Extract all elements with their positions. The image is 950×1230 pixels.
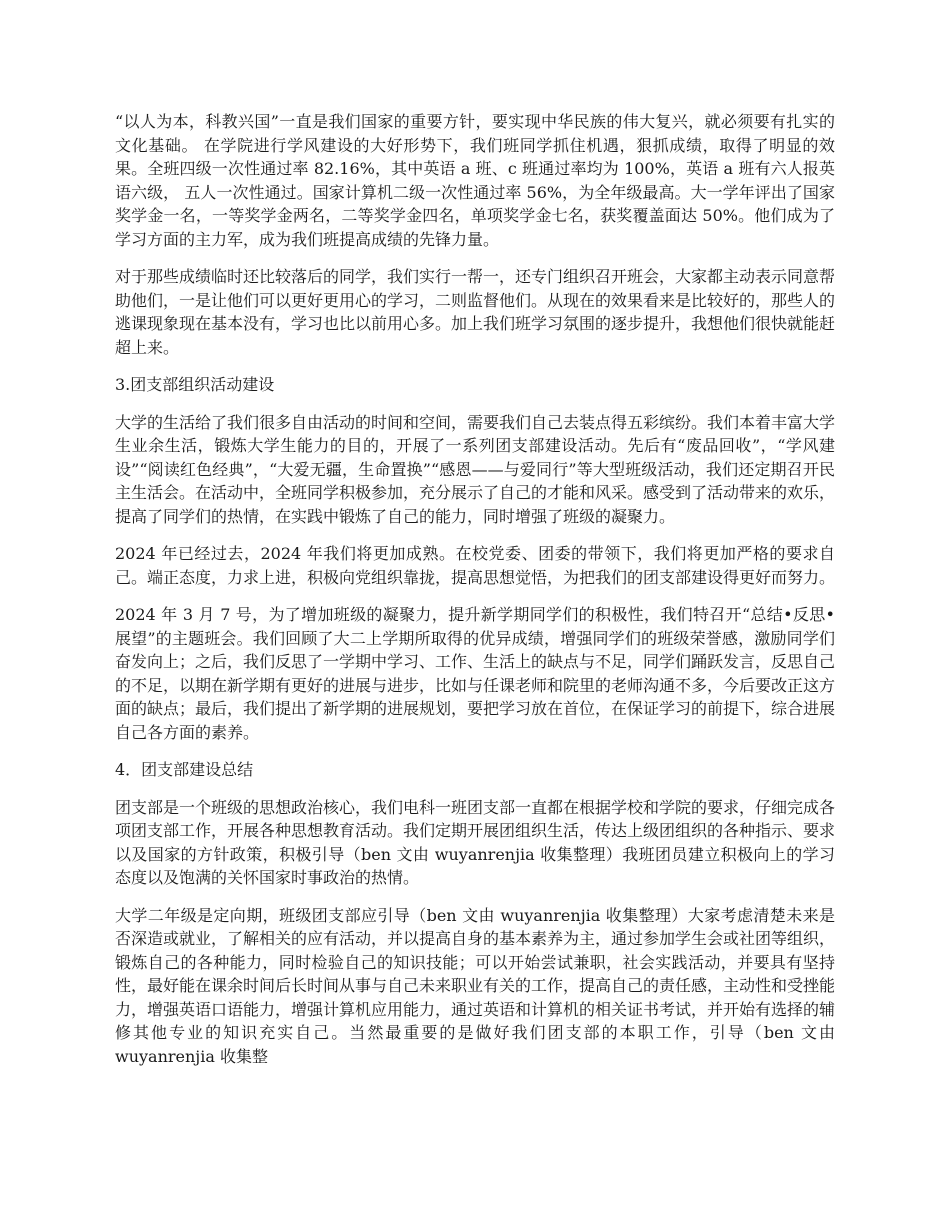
paragraph-peer-support: 对于那些成绩临时还比较落后的同学，我们实行一帮一，还专门组织召开班会，大家都主动表示同意帮助他们，一是让他们可以更好更用心的学习，二则监督他们。从现在的效果看来是比较好的，那些人的逃课现象现在基本没有，学习也比以前用心多。加上我们班学习氛围的逐步提升，我想他们很快就能赶超上来。 [115, 267, 836, 357]
paragraph-second-year: 大学二年级是定向期，班级团支部应引导（ben 文由 wuyanrenjia 收集整理）大家考虑清楚未来是否深造或就业，了解相关的应有活动，并以提高自身的基本素养为主，通过参加学生会或社团等组织，锻炼自己的各种能力，同时检验自己的知识技能；可以开始尝试兼职，社会实践活动，并要具有坚持性，最好能在课余时间后长时间从事与自己未来职业有关的工作，提高自己的责任感，主动性和受挫能力，增强英语口语能力，增强计算机应用能力，通过英语和计算机的相关证书考试，并开始有选择的辅修其他专业的知识充实自己。当然最重要的是做好我们团支部的本职工作，引导（ben 文由 wuyanrenjia 收集整 [115, 905, 836, 1066]
paragraph-new-year: 2024 年已经过去，2024 年我们将更加成熟。在校党委、团委的带领下，我们将更加严格的要求自己。端正态度，力求上进，积极向党组织靠拢，提高思想觉悟，为把我们的团支部建设得更好而努力。 [115, 544, 836, 587]
section-heading-summary: 4．团支部建设总结 [115, 760, 254, 779]
section-heading-activities: 3.团支部组织活动建设 [115, 375, 275, 394]
paragraph-activities: 大学的生活给了我们很多自由活动的时间和空间，需要我们自己去装点得五彩缤纷。我们本着丰富大学生业余生活，锻炼大学生能力的目的，开展了一系列团支部建设活动。先后有“废品回收”，“学风建设”“阅读红色经典”，“大爱无疆，生命置换”“感恩——与爱同行”等大型班级活动，我们还定期召开民主生活会。在活动中，全班同学积极参加，充分展示了自己的才能和风采。感受到了活动带来的欢乐，提高了同学们的热情，在实践中锻炼了自己的能力，同时增强了班级的凝聚力。 [115, 412, 836, 526]
paragraph-league-core: 团支部是一个班级的思想政治核心，我们电科一班团支部一直都在根据学校和学院的要求，仔细完成各项团支部工作，开展各种思想教育活动。我们定期开展团组织生活，传达上级团组织的各种指示、要求以及国家的方针政策，积极引导（ben 文由 wuyanrenjia 收集整理）我班团员建立积极向上的学习态度以及饱满的关怀国家时事政治的热情。 [115, 797, 836, 887]
paragraph-class-meeting: 2024 年 3 月 7 号，为了增加班级的凝聚力，提升新学期同学们的积极性，我们特召开“总结•反思•展望”的主题班会。我们回顾了大二上学期所取得的优异成绩，增强同学们的班级荣誉感，激励同学们奋发向上；之后，我们反思了一学期中学习、工作、生活上的缺点与不足，同学们踊跃发言，反思自己的不足，以期在新学期有更好的进展与进步，比如与任课老师和院里的老师沟通不多，今后要改正这方面的缺点；最后，我们提出了新学期的进展规划，要把学习放在首位，在保证学习的前提下，综合进展自己各方面的素养。 [115, 605, 836, 742]
paragraph-academic-results: “以人为本，科教兴国”一直是我们国家的重要方针，要实现中华民族的伟大复兴，就必须要有扎实的文化基础。 在学院进行学风建设的大好形势下，我们班同学抓住机遇，狠抓成绩，取得了明显的效果。全班四级一次性通过率 82.16%，其中英语 a 班、c 班通过率均为 100%，英语 a 班有六人报英语六级， 五人一次性通过。国家计算机二级一次性通过率 56%，为全年级最高。大一学年评出了国家奖学金一名，一等奖学金两名，二等奖学金四名，单项奖学金七名，获奖覆盖面达 50%。他们成为了学习方面的主力军，成为我们班提高成绩的先锋力量。 [115, 112, 835, 249]
